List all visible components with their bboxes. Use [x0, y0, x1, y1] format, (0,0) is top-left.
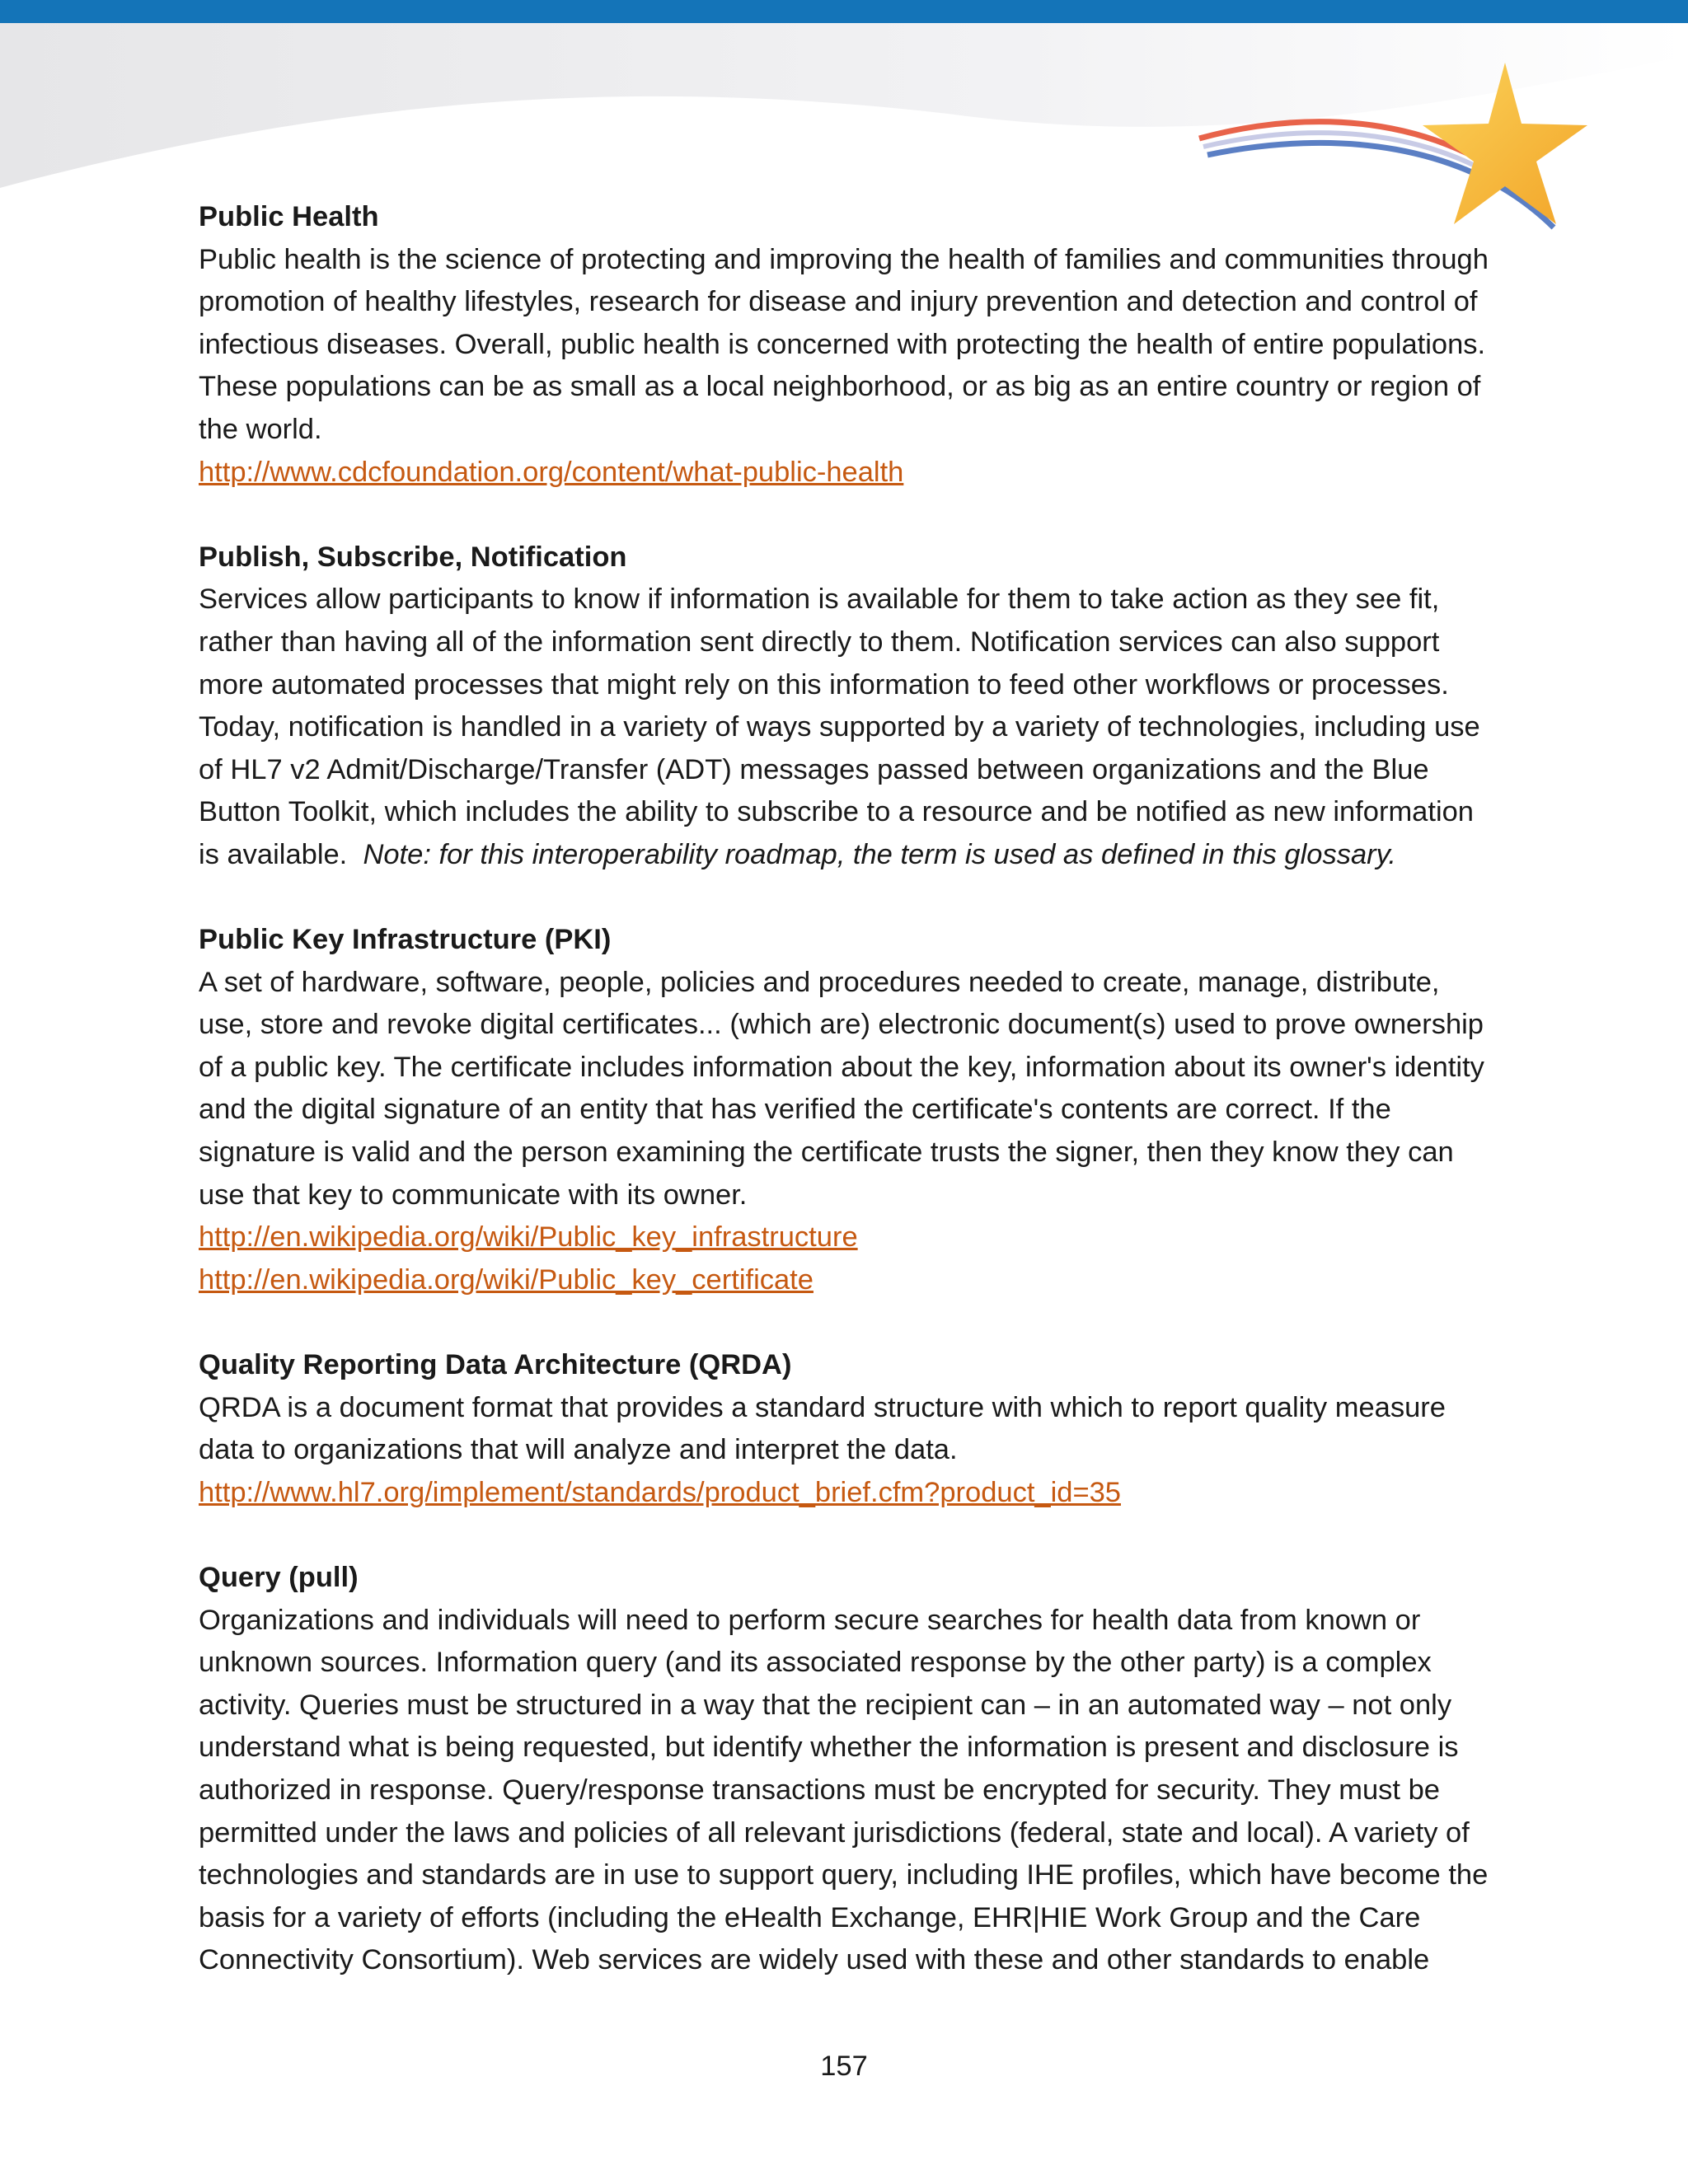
entry-term: Publish, Subscribe, Notification [199, 541, 627, 573]
entry-term: Public Health [199, 201, 379, 232]
glossary-entry-qrda [199, 1344, 1501, 1514]
entry-definition: Organizations and individuals will need to perform secure searches for health data from known or unknown sources. Information query (and its associated response by the other party) is a complex activity. Queries must be structured in a way that the recipient can – in an automated way – not only understand what is being requested, but identify whether the information is present and disclosure is authorized in response. Query/response transactions must be encrypted for security. They must be permitted under the laws and policies of all relevant jurisdictions (federal, state and local). A variety of technologies and standards are in use to support query, including IHE profiles, which have become the basis for a variety of efforts (including the eHealth Exchange, EHR|HIE Work Group and the Care Connectivity Consortium). Web services are widely used with these and other standards to enable [199, 1604, 1489, 1976]
entry-term: Public Key Infrastructure (PKI) [199, 924, 612, 956]
entry-definition: Public health is the science of protecting and improving the health of families and communities through promotion of healthy lifestyles, research for disease and injury prevention and detection and control of infectious diseases. Overall, public health is concerned with protecting the health of entire populations. These populations can be as small as a local neighborhood, or as big as an entire country or region of the world. [199, 243, 1489, 445]
entry-definition: QRDA is a document format that provides a standard structure with which to report quality measure data to organizations that will analyze and interpret the data. [199, 1391, 1446, 1466]
entry-definition: A set of hardware, software, people, policies and procedures needed to create, manage, distribute, use, store and revoke digital certificates... (which are) electronic document(s) used to prove ownership of a public key. The certificate includes information about the key, information about its owner's identity and the digital signature of an entity that has verified the certificate's contents are correct. If the signature is valid and the person examining the certificate trusts the signer, then they know they can use that key to communicate with its owner. [199, 966, 1484, 1211]
page-number: 157 [820, 2050, 868, 2082]
glossary-entry-query-pull [199, 1557, 1501, 1982]
entry-term: Quality Reporting Data Architecture (QRDA) [199, 1349, 792, 1381]
entry-note: Note: for this interoperability roadmap, the term is used as defined in this glossary. [363, 838, 1396, 870]
glossary-entry-publish-subscribe-notification [199, 537, 1501, 877]
reference-link[interactable]: http://en.wikipedia.org/wiki/Public_key_infrastructure [199, 1221, 858, 1254]
entry-definition-paragraph [199, 579, 1501, 876]
glossary-entry-pki [199, 919, 1501, 1301]
entry-term: Query (pull) [199, 1562, 359, 1593]
header-top-bar [0, 0, 1688, 23]
entry-definition: Services allow participants to know if information is available for them to take action as they see fit, rather than having all of the information sent directly to them. Notification services can also support more automated processes that might rely on this information to feed other workflows or processes. Today, notification is handled in a variety of ways supported by a variety of technologies, including use of HL7 v2 Admit/Discharge/Transfer (ADT) messages passed between organizations and the Blue Button Toolkit, which includes the ability to subscribe to a resource and be notified as new information is available. [199, 583, 1480, 870]
reference-link[interactable]: http://www.cdcfoundation.org/content/what-public-health [199, 456, 904, 488]
reference-link[interactable]: http://www.hl7.org/implement/standards/product_brief.cfm?product_id=35 [199, 1476, 1121, 1508]
glossary-entry-public-health [199, 196, 1501, 494]
glossary-content [199, 196, 1501, 2025]
reference-link[interactable]: http://en.wikipedia.org/wiki/Public_key_certificate [199, 1263, 814, 1296]
